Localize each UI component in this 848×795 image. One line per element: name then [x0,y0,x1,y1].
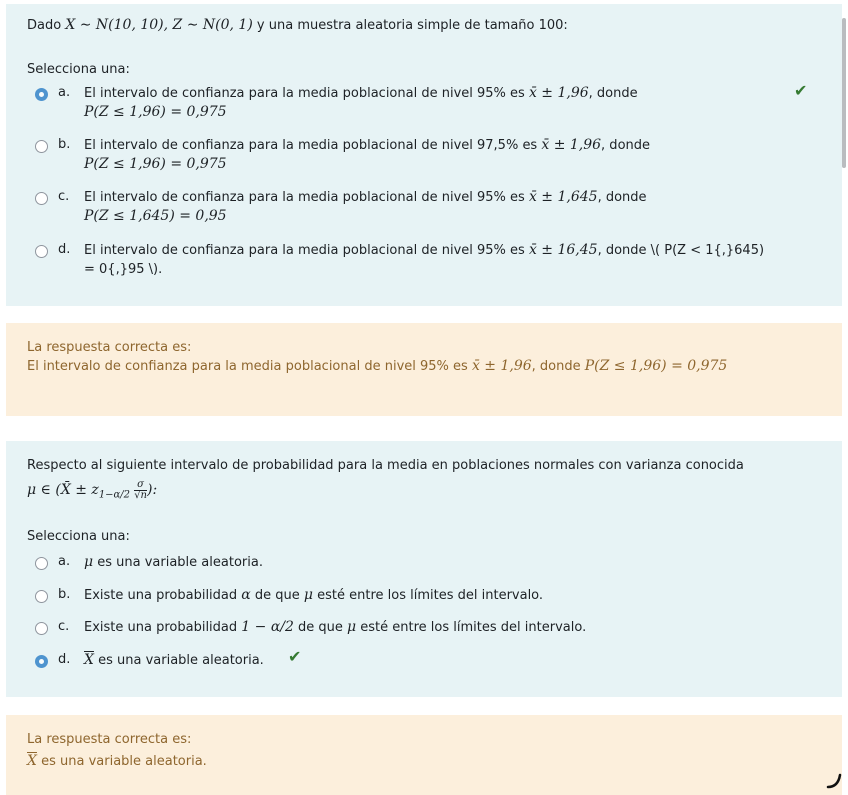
option-c-label[interactable] [84,189,647,205]
option-tail: , donde [588,86,638,101]
resize-handle-icon[interactable] [826,773,842,789]
option-math: x̄ ± 1,96 [541,137,602,153]
option-c-letter: c. [58,619,70,634]
answer-text: El intervalo de confianza para la media poblacional de nivel 95% es [27,359,472,374]
question-1-prompt [27,17,568,33]
option-a-radio[interactable] [35,557,48,570]
option-text: es una variable aleatoria. [93,555,263,570]
option-b-label[interactable] [84,587,543,603]
interval-sub: 1−α/2 [98,489,131,501]
option-d-radio[interactable] [35,655,48,668]
option-tail: , donde [597,190,647,205]
option-text: El intervalo de confianza para la media poblacional de nivel 95% es [84,86,529,101]
option-text: de que [250,588,304,603]
feedback-2 [6,715,842,795]
option-b-radio[interactable] [35,140,48,153]
interval-math: μ ∈ (X̄ ± z [27,482,99,498]
check-icon: ✔ [288,647,302,666]
option-math: x̄ ± 1,645 [528,189,598,205]
prompt-math: X ∼ N(10, 10), Z ∼ N(0, 1) [65,17,253,33]
answer-math-2: P(Z ≤ 1,96) = 0,975 [584,358,728,374]
option-math: $\overline{X}$ [84,652,94,668]
option-text: El intervalo de confianza para la media poblacional de nivel 95% es [84,190,529,205]
option-b-line2: P(Z ≤ 1,96) = 0,975 [84,156,227,172]
option-math: x̄ ± 1,96 [528,85,589,101]
option-text: El intervalo de confianza para la media poblacional de nivel 97,5% es [84,138,542,153]
interval-fraction [134,480,147,501]
feedback-answer [27,753,207,769]
option-math-2: μ [347,619,357,635]
option-a-label[interactable] [84,554,263,570]
select-label: Selecciona una: [27,62,130,77]
answer-mid: , donde [531,359,585,374]
answer-math: $\overline{X}$ [27,753,37,769]
check-icon: ✔ [794,81,808,100]
option-text-2: esté entre los límites del intervalo. [313,588,544,603]
option-tail: , donde \( P(Z < 1{,}645) [597,243,765,258]
interval-close: ): [147,482,158,498]
option-pre: Existe una probabilidad [84,620,242,635]
option-a-letter: a. [58,85,71,100]
feedback-label: La respuesta correcta es: [27,732,192,747]
option-b-radio[interactable] [35,590,48,603]
option-text: El intervalo de confianza para la media poblacional de nivel 95% es [84,243,529,258]
option-d-line2: = 0{,}95 \). [84,262,163,277]
option-d-radio[interactable] [35,245,48,258]
fraction-num: σ [134,480,147,491]
option-a-line2: P(Z ≤ 1,96) = 0,975 [84,104,227,120]
answer-text: es una variable aleatoria. [36,754,207,769]
fraction-den: √n [134,490,147,501]
option-math: 1 − α/2 [241,619,294,635]
option-tail: , donde [601,138,651,153]
question-2-prompt: Respecto al siguiente intervalo de probabilidad para la media en poblaciones normales con varianza conocida [27,458,744,473]
feedback-1 [6,323,842,416]
option-text: es una variable aleatoria. [93,653,264,668]
option-c-label[interactable] [84,619,586,635]
option-d-letter: d. [58,242,71,257]
option-math: μ [84,554,94,570]
option-a-letter: a. [58,554,71,569]
feedback-label: La respuesta correcta es: [27,340,192,355]
feedback-answer [27,358,727,374]
select-label: Selecciona una: [27,529,130,544]
option-c-radio[interactable] [35,622,48,635]
prompt-text-end: y una muestra aleatoria simple de tamaño 100: [252,18,568,33]
question-1 [6,4,842,306]
option-math: x̄ ± 16,45 [528,242,598,258]
answer-math: x̄ ± 1,96 [471,358,532,374]
interval-formula [27,480,157,501]
option-d-letter: d. [58,652,71,667]
option-b-letter: b. [58,137,71,152]
prompt-text: Dado [27,18,66,33]
scrollbar[interactable] [842,18,846,168]
option-b-label[interactable] [84,137,650,153]
option-a-radio[interactable] [35,88,48,101]
option-d-label[interactable] [84,242,764,258]
option-c-line2: P(Z ≤ 1,645) = 0,95 [84,208,227,224]
option-math: α [241,587,251,603]
option-d-label[interactable] [84,652,264,668]
option-math-2: μ [303,587,313,603]
option-text-2: esté entre los límites del intervalo. [356,620,587,635]
option-c-radio[interactable] [35,192,48,205]
option-pre: Existe una probabilidad [84,588,242,603]
option-text: de que [293,620,348,635]
question-2 [6,441,842,697]
option-b-letter: b. [58,587,71,602]
option-c-letter: c. [58,189,70,204]
option-a-label[interactable] [84,85,638,101]
